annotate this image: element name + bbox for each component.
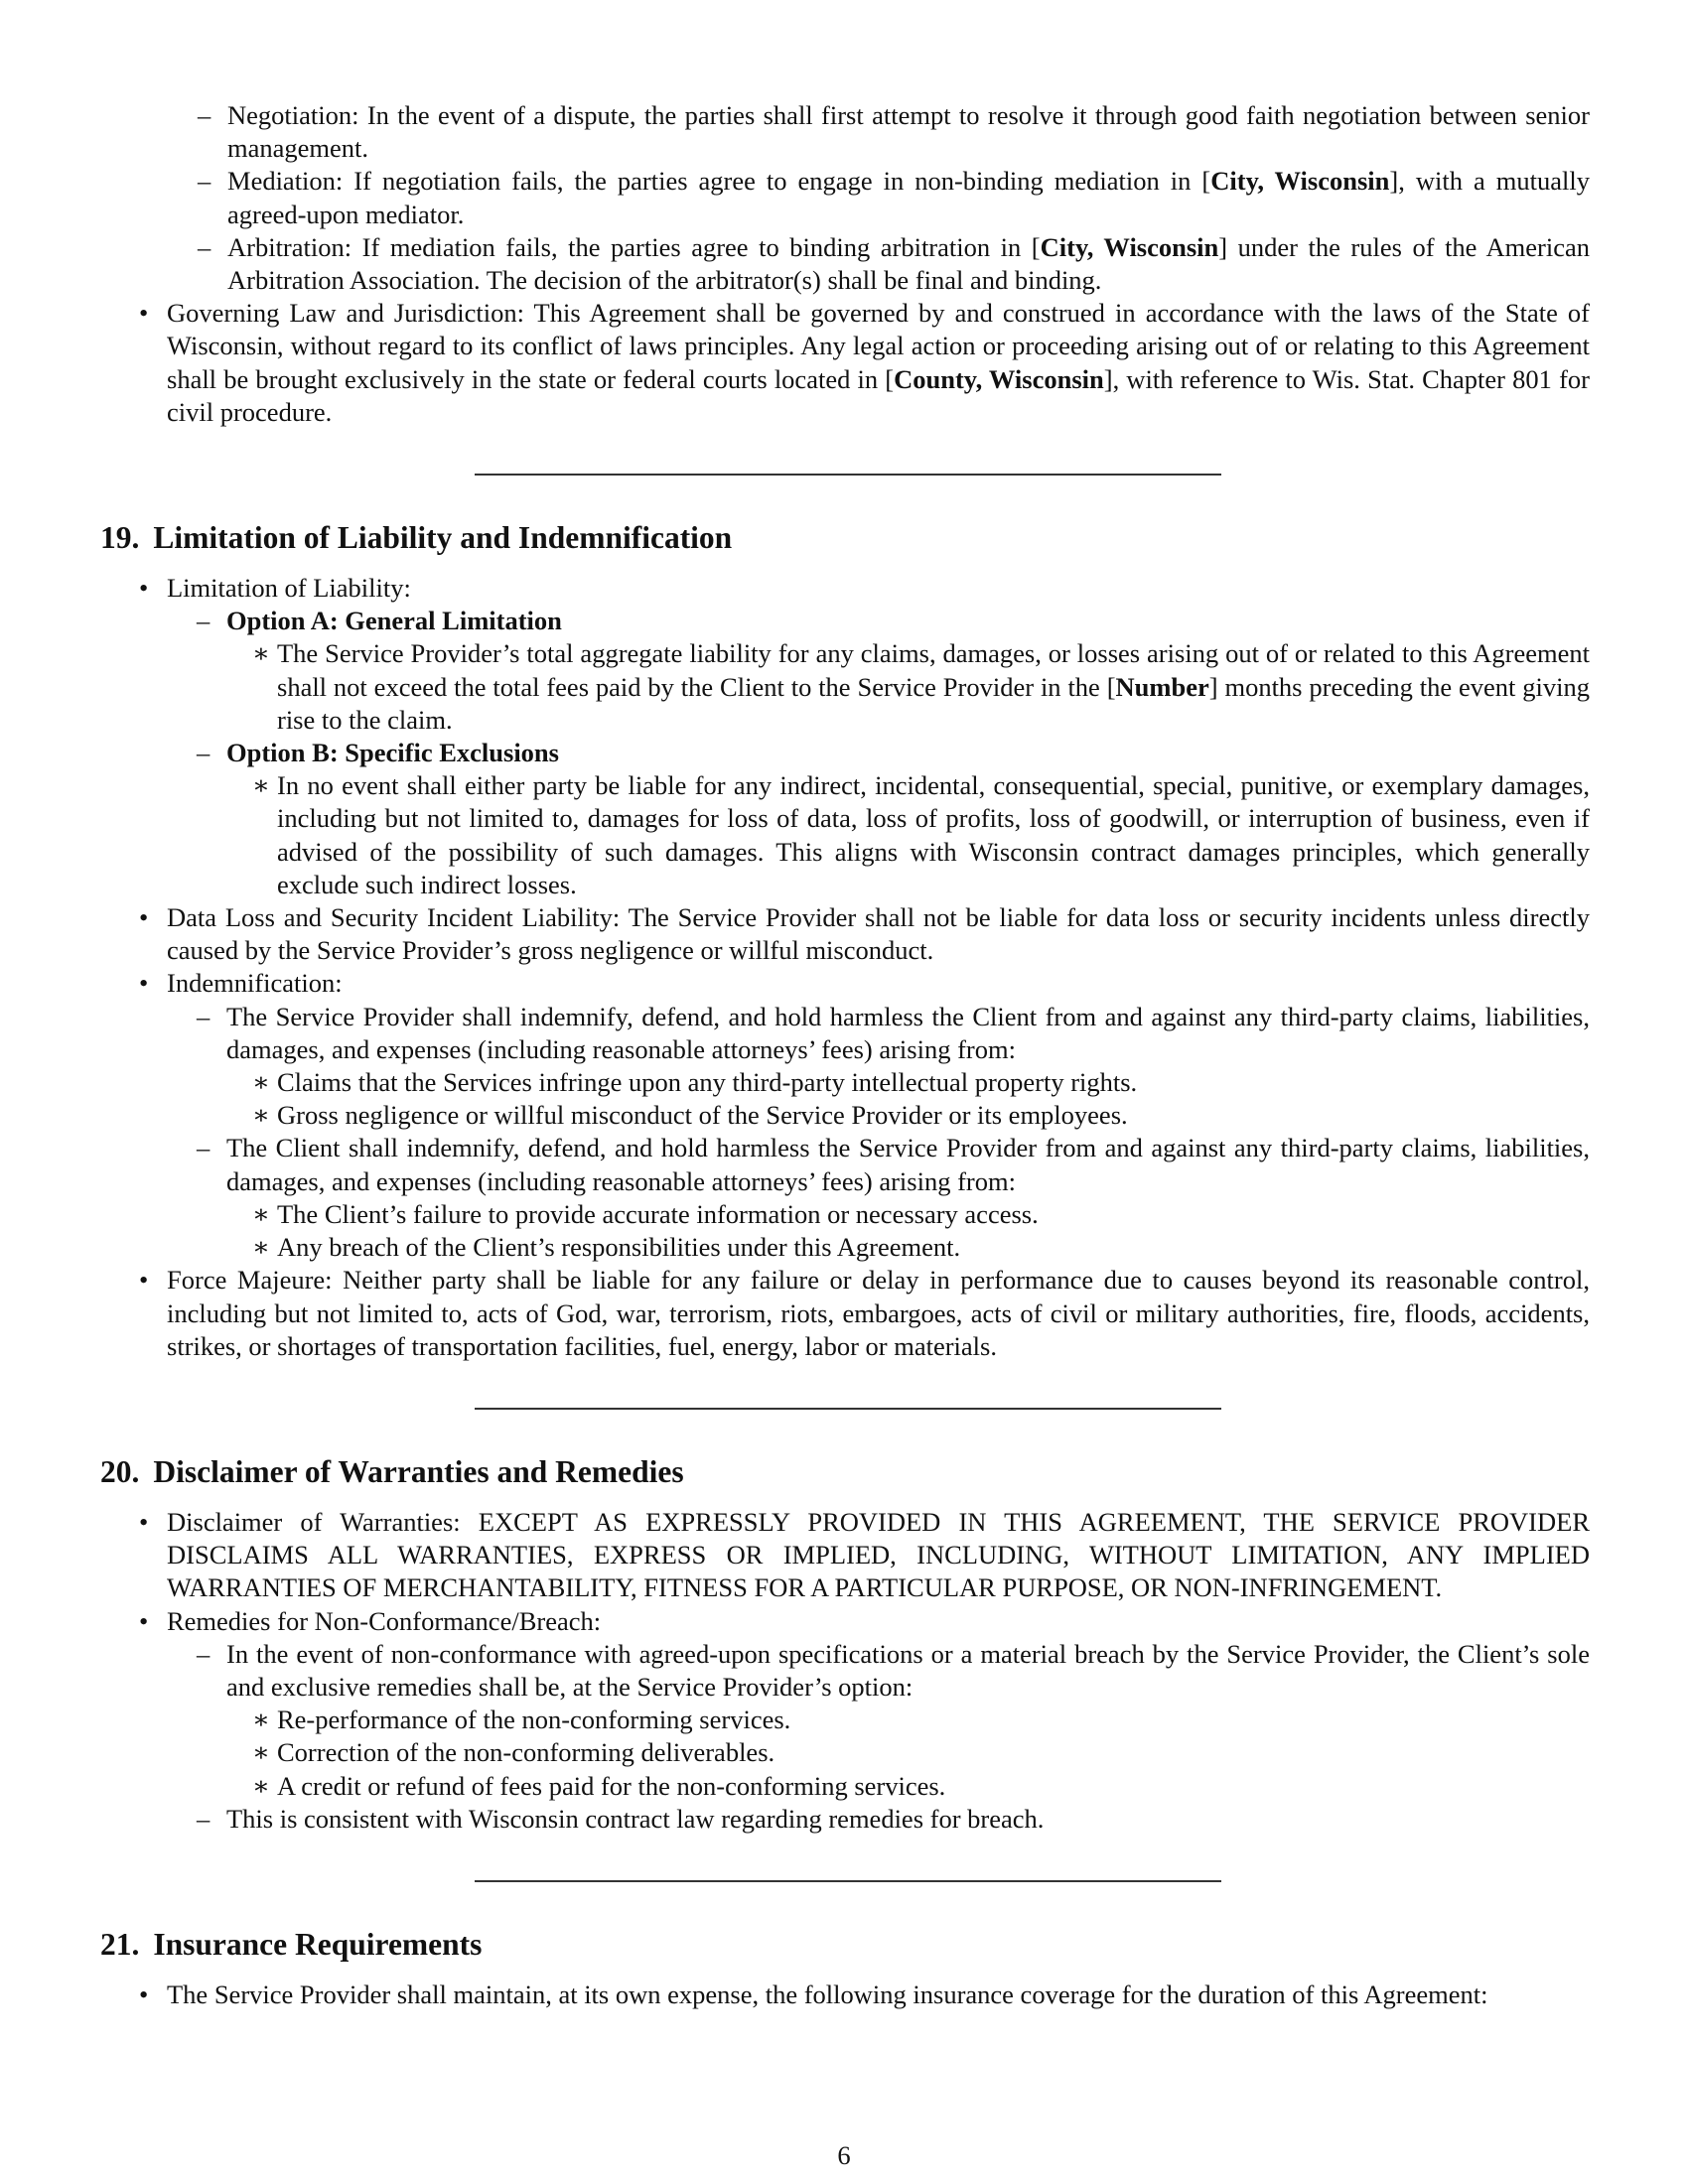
step-mediation: Mediation: If negotiation fails, the parties agree to engage in non-binding mediation in [ [227,166,1211,197]
governing-law-list [100,297,1590,429]
section-divider [475,1408,1221,1410]
remedies-list [167,1638,1590,1836]
document-page [100,99,1590,2011]
provider-indemnify-text: The Service Provider shall indemnify, defend, and hold harmless the Client from and against any third-party claims, liabilities, damages, and expenses (including reasonable attorneys’ fees) arising from: [226,1001,1590,1064]
data-loss-text: Data Loss and Security Incident Liability: The Service Provider shall not be liable for data loss or security incidents unless directly caused by the Service Provider’s gross negligence or willful misconduct. [167,902,1590,966]
list-item [167,737,1590,901]
remedy-item: A credit or refund of fees paid for the non-conforming services. [277,1770,946,1801]
indemnification-list [167,1001,1590,1265]
section-title: Limitation of Liability and Indemnification [153,520,733,556]
section-heading-19 [100,518,1590,558]
section-19-list [100,572,1590,1363]
section-number: 19. [100,520,140,556]
list-item [167,605,1590,737]
list-item [100,901,1590,967]
placeholder-county: County, Wisconsin [894,363,1104,394]
list-item [167,1132,1590,1264]
list-item [100,572,1590,901]
placeholder-city: City, Wisconsin [1040,231,1219,262]
step-negotiation: Negotiation: In the event of a dispute, the parties shall first attempt to resolve it through good faith negotiation between senior management. [227,100,1590,164]
remedy-item: Correction of the non-conforming deliverables. [277,1737,775,1768]
remedies-intro: In the event of non-conformance with agreed-upon specifications or a material breach by the Service Provider, the Client’s sole and exclusive remedies shall be, at the Service Provider’s option: [226,1638,1590,1702]
provider-item: Claims that the Services infringe upon any third-party intellectual property rights. [277,1067,1138,1098]
section-title: Disclaimer of Warranties and Remedies [153,1453,684,1489]
governing-law-text-end: ], with reference to Wis. Stat. Chapter 801 for civil procedure. [167,363,1590,427]
section-divider [475,1880,1221,1882]
section-divider [475,474,1221,476]
list-item [226,1198,1590,1231]
list-item [167,1803,1590,1836]
limitation-label: Limitation of Liability: [167,573,411,604]
client-items [226,1198,1590,1264]
option-a-text-end: ] months preceding the event giving rise to the claim. [277,671,1590,735]
indemnification-label: Indemnification: [167,968,343,999]
governing-law-text: Governing Law and Jurisdiction: This Agreement shall be governed by and construed in accordance with the laws of the State of Wisconsin, without regard to its conflict of laws principles. Any legal action or proceeding arising out of or relating to this Agreement shall be brought exclusively in the state or federal courts located in [ [167,298,1590,394]
limitation-options [167,605,1590,901]
placeholder-number: Number [1115,671,1209,702]
list-item [100,967,1590,1264]
insurance-intro: The Service Provider shall maintain, at its own expense, the following insurance coverage for the duration of this Agreement: [167,1979,1488,2009]
list-item [100,1506,1590,1605]
disclaimer-text: Disclaimer of Warranties: EXCEPT AS EXPRESSLY PROVIDED IN THIS AGREEMENT, THE SERVICE PROVIDER DISCLAIMS ALL WARRANTIES, EXPRESS OR IMPLIED, INCLUDING, WITHOUT LIMITATION, ANY IMPLIED WARRANTIES OF MERCHANTABILITY, FITNESS FOR A PARTICULAR PURPOSE, OR NON-INFRINGEMENT. [167,1506,1590,1603]
option-b-text: In no event shall either party be liable for any indirect, incidental, consequential, special, punitive, or exemplary damages, including but not limited to, damages for loss of data, loss of profits, loss of goodwill, or interruption of business, even if advised of the possibility of such damages. This aligns with Wisconsin contract damages principles, which generally exclude such indirect losses. [277,770,1590,899]
remedies-label: Remedies for Non-Conformance/Breach: [167,1605,602,1636]
step-arbitration-end: ] under the rules of the American Arbitration Association. The decision of the arbitrator(s) shall be final and binding. [227,231,1590,296]
force-majeure-text: Force Majeure: Neither party shall be liable for any failure or delay in performance due to causes beyond its reasonable control, including but not limited to, acts of God, war, terrorism, riots, embargoes, acts of civil or military authorities, fire, floods, accidents, strikes, or shortages of transportation facilities, fuel, energy, labor or materials. [167,1265,1590,1361]
option-b-title: Option B: Specific Exclusions [226,738,559,768]
provider-items [226,1066,1590,1132]
list-item [226,1231,1590,1264]
section-number: 21. [100,1926,140,1962]
placeholder-city: City, Wisconsin [1210,166,1390,197]
list-item [100,1979,1590,2011]
list-item [100,99,1590,165]
client-item: Any breach of the Client’s responsibilities under this Agreement. [277,1232,961,1263]
list-item [226,1099,1590,1132]
list-item [226,1736,1590,1769]
section-heading-20 [100,1452,1590,1492]
list-item [226,769,1590,901]
section-title: Insurance Requirements [153,1926,483,1962]
option-a-list [226,637,1590,737]
list-item [226,1770,1590,1803]
page-number: 6 [837,2140,851,2170]
list-item [226,1066,1590,1099]
remedies-items [226,1704,1590,1803]
remedy-item: Re-performance of the non-conforming services. [277,1705,791,1735]
section-heading-21 [100,1925,1590,1965]
list-item [226,1704,1590,1736]
list-item [100,1264,1590,1363]
consistency-text: This is consistent with Wisconsin contract law regarding remedies for breach. [226,1803,1045,1834]
list-item [100,231,1590,297]
list-item [100,1605,1590,1836]
step-mediation-end: ], with a mutually agreed-upon mediator. [227,166,1590,229]
option-a-title: Option A: General Limitation [226,606,562,636]
section-21-list [100,1979,1590,2011]
client-item: The Client’s failure to provide accurate information or necessary access. [277,1198,1039,1229]
section-number: 20. [100,1453,140,1489]
list-item [167,1638,1590,1803]
option-b-list [226,769,1590,901]
option-a-text: The Service Provider’s total aggregate liability for any claims, damages, or losses arising out of or related to this Agreement shall not exceed the total fees paid by the Client to the Service Provider in the [ [277,638,1590,702]
dispute-resolution-steps [100,99,1590,297]
list-item [100,297,1590,429]
provider-item: Gross negligence or willful misconduct of the Service Provider or its employees. [277,1100,1128,1131]
list-item [167,1001,1590,1133]
client-indemnify-text: The Client shall indemnify, defend, and hold harmless the Service Provider from and against any third-party claims, liabilities, damages, and expenses (including reasonable attorneys’ fees) arising from: [226,1133,1590,1196]
step-arbitration: Arbitration: If mediation fails, the parties agree to binding arbitration in [ [227,231,1041,262]
list-item [226,637,1590,737]
section-20-list [100,1506,1590,1836]
list-item [100,165,1590,230]
